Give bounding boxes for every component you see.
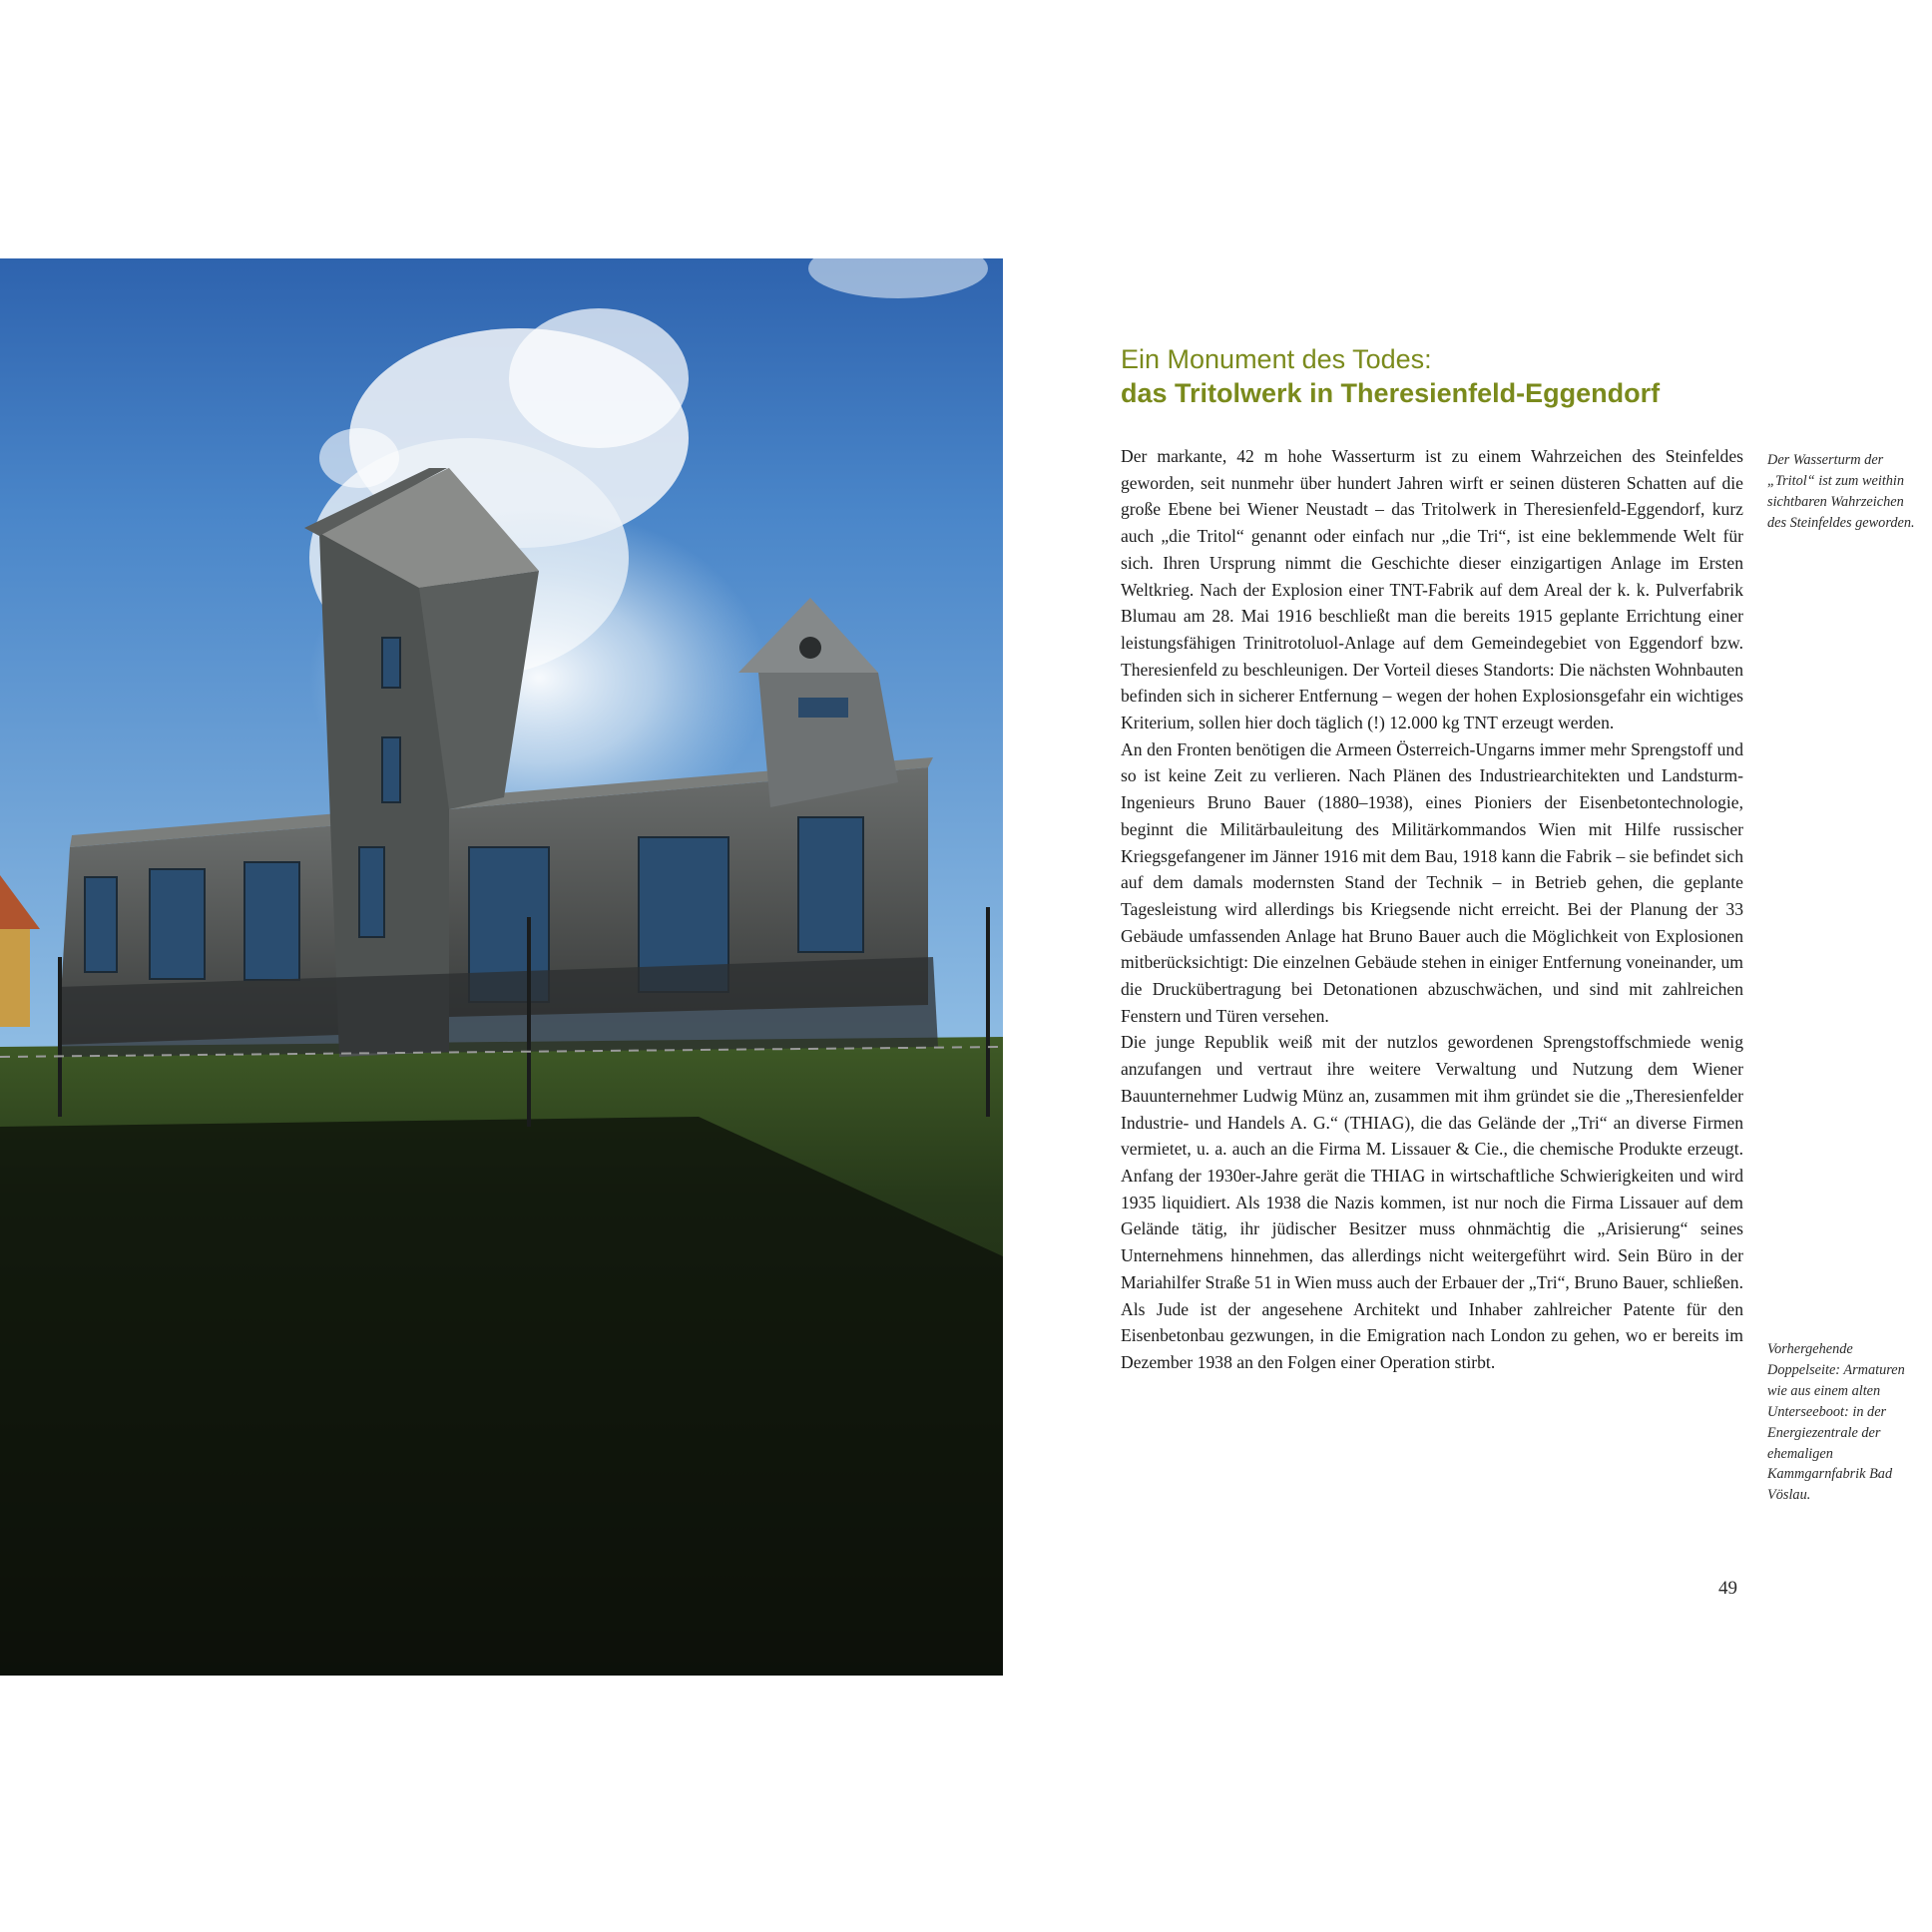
- paragraph: Die junge Republik weiß mit der nutzlos gewordenen Sprengstoffschmiede wenig anzufangen und vertraut ihre weitere Verwaltung und Nutzung dem Wiener Bauunternehmer Ludwig Münz an, zusammen mit ihm gründet sie die „Theresienfelder Industrie- und Handels A. G.“ (THIAG), die das Gelände der „Tri“ an diverse Firmen vermietet, u. a. auch an die Firma M. Lissauer & Cie., die chemische Produkte erzeugt. Anfang der 1930er-Jahre gerät die THIAG in wirtschaftliche Schwierigkeiten und wird 1935 liquidiert. Als 1938 die Nazis kommen, ist nur noch die Firma Lissauer auf dem Gelände tätig, ihr jüdischer Besitzer muss ohnmächtig die „Arisierung“ seines Unternehmens hinnehmen, das allerdings nicht weitergeführt wird. Sein Büro in der Mariahilfer Straße 51 in Wien muss auch der Erbauer der „Tri“, Bruno Bauer, schließen. Als Jude ist der angesehene Architekt und Inhaber zahlreicher Patente für den Eisenbetonbau gezwungen, in die Emigration nach London zu gehen, wo er bereits im Dezember 1938 an den Folgen einer Operation stirbt.: [1121, 1032, 1743, 1372]
- margin-note-previous-spread: Vorhergehende Doppelseite: Armaturen wie aus einem alten Unterseeboot: in der Energiezentrale der ehemaligen Kammgarnfabrik Bad Vöslau.: [1767, 1341, 1905, 1504]
- chapter-title-line2: das Tritolwerk in Theresienfeld-Eggendorf: [1121, 378, 1661, 408]
- margin-note-photo-caption: Der Wasserturm der „Tritol“ ist zum weithin sichtbaren Wahrzeichen des Steinfeldes geworden.: [1767, 452, 1915, 531]
- tritolwerk-photo: [0, 258, 1003, 1676]
- paragraph: Der markante, 42 m hohe Wasserturm ist zu einem Wahrzeichen des Steinfeldes geworden, seit nunmehr über hundert Jahren wirft er seinen düsteren Schatten auf die große Ebene bei Wiener Neustadt – das Tritolwerk in Theresienfeld-Eggendorf, kurz auch „die Tritol“ genannt oder einfach nur „die Tri“, ist eine beklemmende Welt für sich. Ihren Ursprung nimmt die Geschichte dieser einzigartigen Anlage im Ersten Weltkrieg. Nach der Explosion einer TNT-Fabrik auf dem Areal der k. k. Pulverfabrik Blumau am 28. Mai 1916 beschließt man die bereits 1915 geplante Errichtung einer leistungsfähigen Trinitrotoluol-Anlage auf dem Gemeindegebiet von Eggendorf bzw. Theresienfeld zu beschleunigen. Der Vorteil dieses Standorts: Die nächsten Wohnbauten befinden sich in sicherer Entfernung – wegen der hohen Explosionsgefahr ein wichtiges Kriterium, sollen hier doch täglich (!) 12.000 kg TNT erzeugt werden.: [1121, 446, 1743, 733]
- page-number: 49: [1718, 1578, 1737, 1599]
- paragraph: An den Fronten benötigen die Armeen Österreich-Ungarns immer mehr Sprengstoff und so ist keine Zeit zu verlieren. Nach Plänen des Industriearchitekten und Landsturm-Ingenieurs Bruno Bauer (1880–1938), eines Pioniers der Eisenbetontechnologie, beginnt die Militärbauleitung des Militärkommandos Wien mit Hilfe russischer Kriegsgefangener im Jänner 1916 mit dem Bau, 1918 kann die Fabrik – sie befindet sich auf dem damals modernsten Stand der Technik – in Betrieb gehen, die geplante Tagesleistung wird allerdings bis Kriegsende nicht erreicht. Bei der Planung der 33 Gebäude umfassenden Anlage hat Bruno Bauer auch die Möglichkeit von Explosionen mitberücksichtigt: Die einzelnen Gebäude stehen in einiger Entfernung voneinander, um die Druckübertragung bei Detonationen abzuschwächen, und sind mit zahlreichen Fenstern und Türen versehen.: [1121, 738, 1743, 1026]
- tritolwerk-illustration: [0, 258, 1003, 1676]
- chapter-title-line1: Ein Monument des Todes:: [1121, 344, 1432, 374]
- chapter-title: [1121, 342, 1719, 410]
- body-text: [1121, 443, 1743, 1376]
